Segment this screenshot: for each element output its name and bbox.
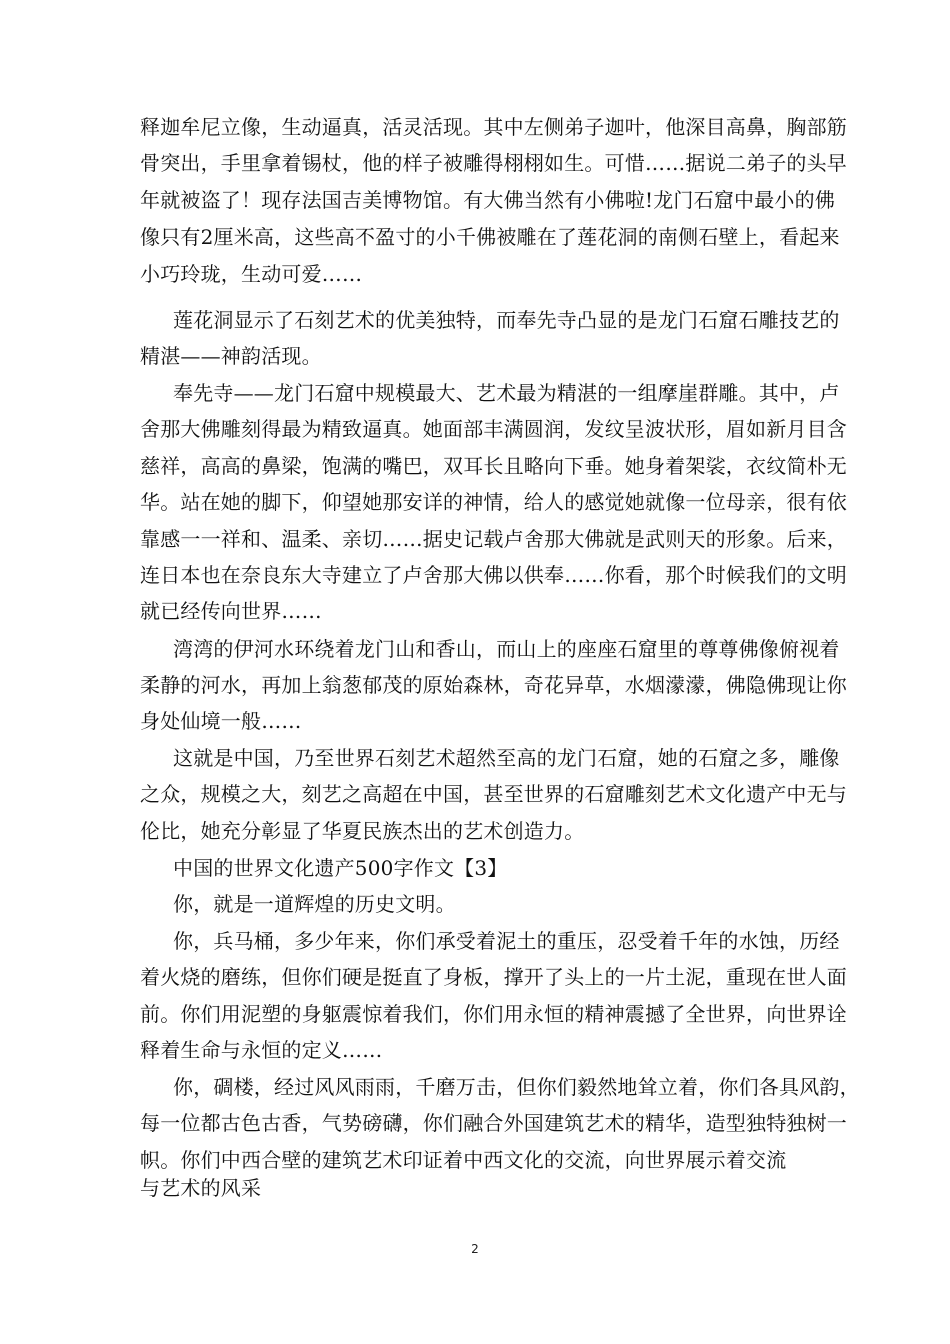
paragraph-2-line-2: 精湛——神韵活现。 bbox=[140, 344, 322, 368]
paragraph-1-line-4: 像只有2厘米高，这些高不盈寸的小千佛被雕在了莲花洞的南侧石壁上，看起来 bbox=[140, 225, 840, 249]
paragraph-8-line-3: 前。你们用泥塑的身躯震惊着我们，你们用永恒的精神震撼了全世界，向世界诠 bbox=[140, 1002, 847, 1026]
paragraph-3-line-1: 奉先寺——龙门石窟中规模最大、艺术最为精湛的一组摩崖群雕。其中，卢 bbox=[173, 381, 840, 405]
paragraph-8-line-4: 释着生命与永恒的定义…… bbox=[140, 1038, 383, 1062]
page-number: 2 bbox=[471, 1242, 479, 1256]
paragraph-1-line-1: 释迦牟尼立像，生动逼真，活灵活现。其中左侧弟子迦叶，他深目高鼻，胸部筋 bbox=[140, 115, 847, 139]
paragraph-1-line-5: 小巧玲珑，生动可爱…… bbox=[140, 262, 363, 286]
paragraph-8-line-1: 你，兵马桶，多少年来，你们承受着泥土的重压，忍受着千年的水蚀，历经 bbox=[173, 929, 840, 953]
paragraph-2-line-1: 莲花洞显示了石刻艺术的优美独特，而奉先寺凸显的是龙门石窟石雕技艺的 bbox=[173, 308, 840, 332]
paragraph-3-line-5: 靠感一一祥和、温柔、亲切……据史记载卢舍那大佛就是武则天的形象。后来， bbox=[140, 527, 847, 551]
paragraph-5-line-3: 伦比，她充分彰显了华夏民族杰出的艺术创造力。 bbox=[140, 819, 585, 843]
paragraph-9-line-4: 与艺术的风采 bbox=[140, 1176, 262, 1200]
paragraph-9-line-1: 你，碉楼，经过风风雨雨，千磨万击，但你们毅然地耸立着，你们各具风韵， bbox=[173, 1075, 860, 1099]
paragraph-1-line-2: 骨突出，手里拿着锡杖，他的样子被雕得栩栩如生。可惜……据说二弟子的头早 bbox=[140, 151, 847, 175]
paragraph-3-line-3: 慈祥，高高的鼻梁，饱满的嘴巴，双耳长且略向下垂。她身着架裟，衣纹简朴无 bbox=[140, 454, 847, 478]
paragraph-3-line-4: 华。站在她的脚下，仰望她那安详的神情，给人的感觉她就像一位母亲，很有依 bbox=[140, 490, 847, 514]
paragraph-8-line-2: 着火烧的磨练，但你们硬是挺直了身板，撑开了头上的一片土泥，重现在世人面 bbox=[140, 965, 847, 989]
paragraph-4-line-2: 柔静的河水，再加上翁葱郁茂的原始森林，奇花异草，水烟濛濛，佛隐佛现让你 bbox=[140, 673, 847, 697]
paragraph-4-line-1: 湾湾的伊河水环绕着龙门山和香山，而山上的座座石窟里的尊尊佛像俯视着 bbox=[173, 637, 840, 661]
paragraph-3-line-2: 舍那大佛雕刻得最为精致逼真。她面部丰满圆润，发纹呈波状形，眉如新月目含 bbox=[140, 417, 847, 441]
paragraph-4-line-3: 身处仙境一般…… bbox=[140, 709, 302, 733]
paragraph-5-line-1: 这就是中国，乃至世界石刻艺术超然至高的龙门石窟，她的石窟之多，雕像 bbox=[173, 746, 840, 770]
paragraph-7-line-1: 你，就是一道辉煌的历史文明。 bbox=[173, 892, 456, 916]
paragraph-9-line-3: 帜。你们中西合壁的建筑艺术印证着中西文化的交流，向世界展示着交流 bbox=[140, 1148, 787, 1172]
section-heading: 中国的世界文化遗产500字作文【3】 bbox=[173, 856, 508, 880]
paragraph-9-line-2: 每一位都古色古香，气势磅礴，你们融合外国建筑艺术的精华，造型独特独树一 bbox=[140, 1111, 847, 1135]
paragraph-3-line-7: 就已经传向世界…… bbox=[140, 599, 322, 623]
paragraph-5-line-2: 之众，规模之大，刻艺之高超在中国，甚至世界的石窟雕刻艺术文化遗产中无与 bbox=[140, 782, 847, 806]
paragraph-1-line-3: 年就被盗了！现存法国吉美博物馆。有大佛当然有小佛啦!龙门石窟中最小的佛 bbox=[140, 188, 836, 212]
paragraph-3-line-6: 连日本也在奈良东大寺建立了卢舍那大佛以供奉……你看，那个时候我们的文明 bbox=[140, 563, 847, 587]
